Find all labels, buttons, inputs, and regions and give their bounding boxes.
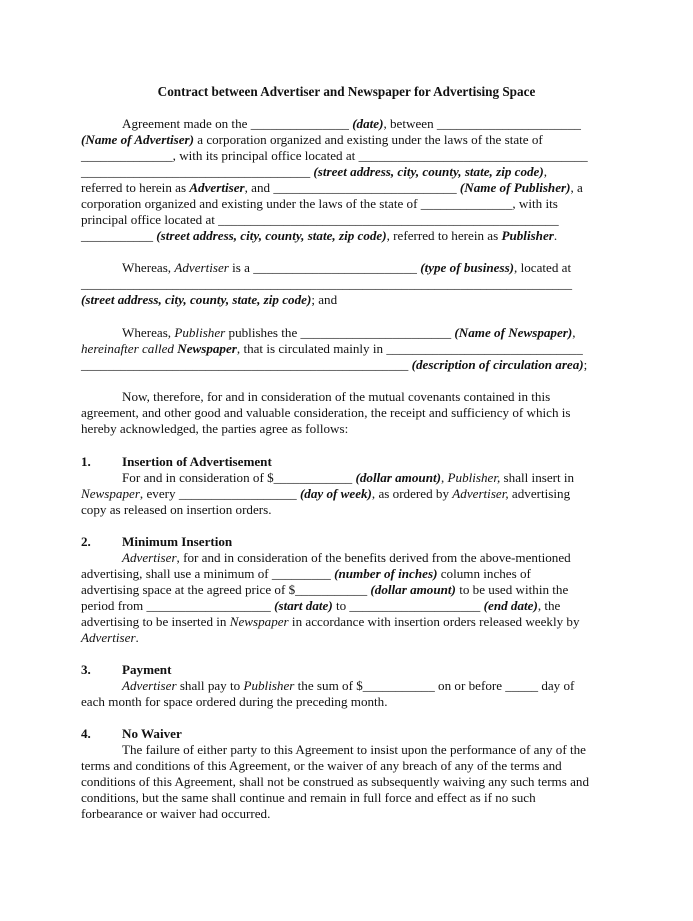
section-3-line-2: each month for space ordered during the preceding month. [81,694,388,709]
text: , located at [514,260,572,275]
whereas1-line-3 [81,292,337,308]
text: referred to herein as [81,180,190,195]
whereas2-line-2 [81,341,583,357]
publisher-term: Publisher [174,325,226,340]
section-4-number: 4. [81,726,91,741]
newspaper-term: Newspaper [229,614,289,629]
intro-line-4 [81,164,547,180]
now-therefore-line-3: hereby acknowledged, the parties agree as follows: [81,421,349,436]
newspaper-term: Newspaper [81,486,140,501]
text: . [135,630,139,645]
advertiser-term: Advertiser [174,260,229,275]
text: advertising [508,486,571,501]
text: the sum of $___________ on or before _____ day of [294,678,575,693]
intro-line-1 [122,116,581,132]
section-4-line-2: terms and conditions of this Agreement, or the waiver of any breach of any of the terms and [81,758,562,773]
whereas1-line-2: ___________________________________________________________________________ [81,276,573,291]
whereas1-line-1 [122,260,571,276]
number-of-inches-placeholder: (number of inches) [334,566,438,581]
dollar-amount-placeholder: (dollar amount) [370,582,456,597]
section-3-number: 3. [81,662,91,677]
publisher-term: Publisher [501,228,554,243]
text: to ____________________ [332,598,484,613]
section-4-line-5: forbearance or waiver had occurred. [81,806,271,821]
section-1-line-2 [81,486,570,502]
text: , that is circulated mainly in ______________________________ [236,341,583,356]
section-3-heading: Payment [122,662,172,677]
section-4-line-1: The failure of either party to this Agreement to insist upon the performance of any of the [122,742,586,757]
address-placeholder: (street address, city, county, state, zip code) [156,228,387,243]
text: , for and in consideration of the benefits derived from the above-mentioned [176,550,571,565]
advertiser-term: Advertiser [122,678,177,693]
section-1-line-3: copy as released on insertion orders. [81,502,272,517]
section-2-line-1 [122,550,571,566]
text: Whereas, [122,260,175,275]
text: is a _________________________ [228,260,421,275]
text: , referred to herein as [386,228,502,243]
section-1-heading: Insertion of Advertisement [122,454,272,469]
advertiser-name-placeholder: (Name of Advertiser) [81,132,194,147]
text: advertising to be inserted in [81,614,230,629]
text: For and in consideration of $____________ [122,470,356,485]
text: , as ordered by [371,486,453,501]
section-2-line-6 [81,630,139,646]
whereas2-line-1 [122,325,576,341]
text: , and ____________________________ [244,180,460,195]
section-2-line-5 [81,614,580,630]
text: , every __________________ [139,486,300,501]
text: a corporation organized and existing under the laws of the state of [193,132,543,147]
text: , a [570,180,583,195]
text: period from ___________________ [81,598,275,613]
advertiser-term: Advertiser [81,630,136,645]
text: advertising space at the agreed price of $___________ [81,582,371,597]
intro-line-7: principal office located at ____________________________________________________ [81,212,559,227]
circulation-area-placeholder: (description of circulation area) [411,357,584,372]
text: Agreement made on the _______________ [122,116,353,131]
start-date-placeholder: (start date) [274,598,333,613]
text: ___________ [81,228,157,243]
intro-line-5 [81,180,583,196]
publisher-name-placeholder: (Name of Publisher) [459,180,571,195]
address-placeholder: (street address, city, county, state, zip code) [81,292,312,307]
section-1-line-1 [122,470,574,486]
date-placeholder: (date) [352,116,384,131]
business-type-placeholder: (type of business) [420,260,515,275]
now-therefore-line-2: agreement, and other good and valuable consideration, the receipt and sufficiency of which is [81,405,571,420]
newspaper-name-placeholder: (Name of Newspaper) [454,325,573,340]
text: , [572,325,576,340]
section-4-line-4: conditions, but the same shall continue and remain in full force and effect as if no such [81,790,536,805]
section-2-number: 2. [81,534,91,549]
section-2-line-2 [81,566,531,582]
intro-line-6: corporation organized and existing under the laws of the state of ______________, with its [81,196,558,211]
text: ; [583,357,588,372]
advertiser-term: Advertiser [189,180,245,195]
whereas2-line-3 [81,357,587,373]
publisher-term: Publisher [243,678,295,693]
text: __________________________________________________ [81,357,412,372]
newspaper-term: Newspaper [177,341,237,356]
text: , [543,164,548,179]
now-therefore-line-1: Now, therefore, for and in consideration of the mutual covenants contained in this [122,389,551,404]
text: Whereas, [122,325,175,340]
text: , [440,470,448,485]
day-of-week-placeholder: (day of week) [299,486,372,501]
text: to be used within the [455,582,569,597]
section-3-line-1 [122,678,574,694]
section-4-line-3: conditions of this Agreement, shall not be construed as subsequently waiving any such terms and [81,774,590,789]
text: shall insert in [500,470,575,485]
text: , between ______________________ [383,116,581,131]
text: publishes the _______________________ [225,325,455,340]
text: ; and [311,292,338,307]
text: in accordance with insertion orders released weekly by [288,614,580,629]
section-2-heading: Minimum Insertion [122,534,233,549]
text: , the [537,598,561,613]
text: shall pay to [176,678,244,693]
section-4-heading: No Waiver [122,726,182,741]
text: advertising, shall use a minimum of _________ [81,566,335,581]
text: column inches of [437,566,531,581]
text: ___________________________________ [81,164,314,179]
advertiser-term: Advertiser [122,550,177,565]
text: . [553,228,558,243]
intro-line-3: ______________, with its principal office located at ___________________________________ [81,148,588,163]
address-placeholder: (street address, city, county, state, zip code) [313,164,544,179]
intro-line-2 [81,132,543,148]
section-2-line-4 [81,598,560,614]
intro-line-8 [81,228,557,244]
dollar-amount-placeholder: (dollar amount) [355,470,441,485]
advertiser-term: Advertiser, [452,486,509,501]
end-date-placeholder: (end date) [483,598,538,613]
text: hereinafter called [81,341,178,356]
section-2-line-3 [81,582,568,598]
document-title: Contract between Advertiser and Newspaper for Advertising Space [157,84,536,99]
publisher-term: Publisher, [447,470,501,485]
section-1-number: 1. [81,454,91,469]
